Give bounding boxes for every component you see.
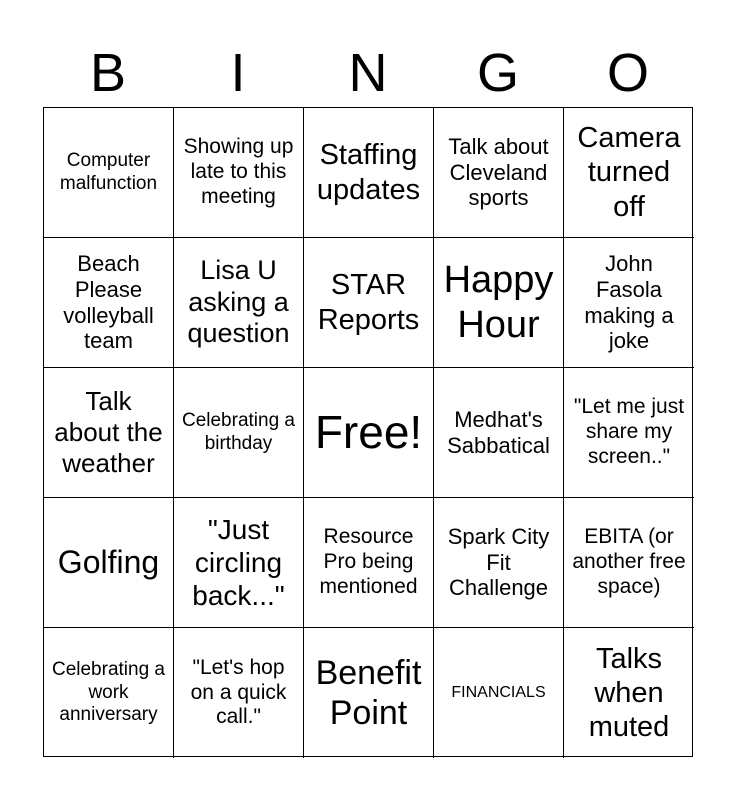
- header-letter-n: N: [348, 43, 388, 103]
- bingo-cell[interactable]: Golfing: [44, 498, 174, 628]
- bingo-cell[interactable]: Camera turned off: [564, 108, 694, 238]
- bingo-cell[interactable]: Happy Hour: [434, 238, 564, 368]
- bingo-cell[interactable]: FINANCIALS: [434, 628, 564, 758]
- bingo-cell[interactable]: Lisa U asking a question: [174, 238, 304, 368]
- bingo-header: [43, 40, 693, 106]
- bingo-cell[interactable]: Benefit Point: [304, 628, 434, 758]
- bingo-cell[interactable]: John Fasola making a joke: [564, 238, 694, 368]
- header-letter-i: I: [230, 43, 246, 103]
- bingo-cell[interactable]: Medhat's Sabbatical: [434, 368, 564, 498]
- bingo-cell[interactable]: "Let me just share my screen..": [564, 368, 694, 498]
- bingo-cell[interactable]: Computer malfunction: [44, 108, 174, 238]
- bingo-cell[interactable]: Spark City Fit Challenge: [434, 498, 564, 628]
- bingo-cell[interactable]: Celebrating a birthday: [174, 368, 304, 498]
- bingo-cell[interactable]: Celebrating a work anniversary: [44, 628, 174, 758]
- header-letter-o: O: [606, 43, 649, 103]
- bingo-cell[interactable]: Showing up late to this meeting: [174, 108, 304, 238]
- bingo-cell[interactable]: Talk about the weather: [44, 368, 174, 498]
- bingo-cell[interactable]: "Just circling back...": [174, 498, 304, 628]
- bingo-cell[interactable]: Talk about Cleveland sports: [434, 108, 564, 238]
- bingo-cell[interactable]: Staffing updates: [304, 108, 434, 238]
- bingo-cell[interactable]: Beach Please volleyball team: [44, 238, 174, 368]
- header-letter-g: G: [476, 43, 519, 103]
- header-letter-b: B: [89, 43, 127, 103]
- bingo-cell[interactable]: Resource Pro being mentioned: [304, 498, 434, 628]
- bingo-board: [43, 107, 693, 757]
- bingo-cell[interactable]: STAR Reports: [304, 238, 434, 368]
- free-space-cell[interactable]: Free!: [304, 368, 434, 498]
- bingo-cell[interactable]: Talks when muted: [588, 642, 670, 744]
- bingo-cell[interactable]: "Let's hop on a quick call.": [174, 628, 304, 758]
- bingo-cell[interactable]: EBITA (or another free space): [564, 498, 694, 628]
